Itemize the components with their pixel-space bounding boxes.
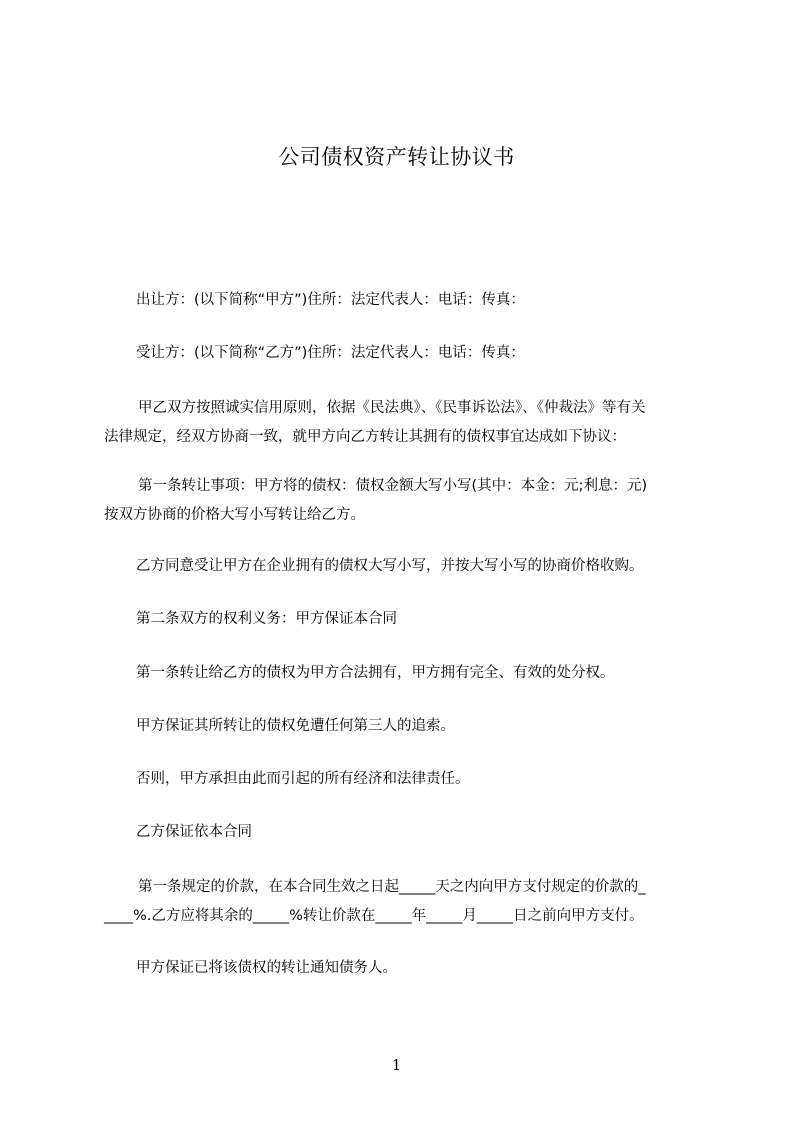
paragraph-transferor bbox=[104, 286, 716, 315]
paragraph-payment bbox=[104, 873, 716, 931]
paragraph-line: 第二条双方的权利义务：甲方保证本合同 bbox=[136, 611, 397, 627]
paragraph-line: 第一条转让给乙方的债权为甲方合法拥有，甲方拥有完全、有效的处分权。 bbox=[136, 665, 615, 681]
paragraph-notification bbox=[104, 954, 716, 983]
paragraph-line: 甲方保证已将该债权的转让通知债务人。 bbox=[136, 960, 397, 976]
paragraph-line: 乙方同意受让甲方在企业拥有的债权大写小写，并按大写小写的协商价格收购。 bbox=[136, 558, 644, 574]
paragraph-line: 甲乙双方按照诚实信用原则，依据《民法典》、《民事诉讼法》、《仲裁法》等有关 bbox=[138, 400, 646, 416]
paragraph-line: ____%.乙方应将其余的_____%转让价款在_____年_____月_____日之前向甲方支付。 bbox=[104, 908, 644, 924]
document-title: 公司债权资产转让协议书 bbox=[278, 145, 515, 169]
paragraph-article-1 bbox=[104, 472, 716, 530]
paragraph-line: 甲方保证其所转让的债权免遭任何第三人的追索。 bbox=[136, 718, 455, 734]
paragraph-line: 乙方保证依本合同 bbox=[136, 824, 252, 840]
paragraph-preamble bbox=[104, 394, 716, 452]
paragraph-guarantee bbox=[104, 712, 716, 741]
paragraph-line: 第一条规定的价款，在本合同生效之日起_____天之内向甲方支付规定的价款的_ bbox=[138, 879, 646, 895]
paragraph-line: 按双方协商的价格大写小写转让给乙方。 bbox=[104, 507, 365, 523]
paragraph-liability bbox=[104, 765, 716, 794]
paragraph-line: 出让方：(以下简称“甲方”)住所：法定代表人：电话：传真： bbox=[136, 292, 525, 308]
paragraph-acceptance bbox=[104, 552, 716, 581]
paragraph-line: 否则，甲方承担由此而引起的所有经济和法律责任。 bbox=[136, 771, 470, 787]
paragraph-line: 受让方：(以下简称“乙方”)住所：法定代表人：电话：传真： bbox=[136, 345, 525, 361]
paragraph-transferee-guarantee bbox=[104, 818, 716, 847]
paragraph-article-2 bbox=[104, 605, 716, 634]
paragraph-line: 第一条转让事项：甲方将的债权：债权金额大写小写(其中：本金：元;利息：元) bbox=[138, 478, 648, 494]
paragraph-transferee bbox=[104, 339, 716, 368]
page-number: 1 bbox=[391, 1056, 402, 1074]
paragraph-line: 法律规定，经双方协商一致，就甲方向乙方转让其拥有的债权事宜达成如下协议： bbox=[104, 429, 626, 445]
paragraph-ownership bbox=[104, 659, 716, 688]
